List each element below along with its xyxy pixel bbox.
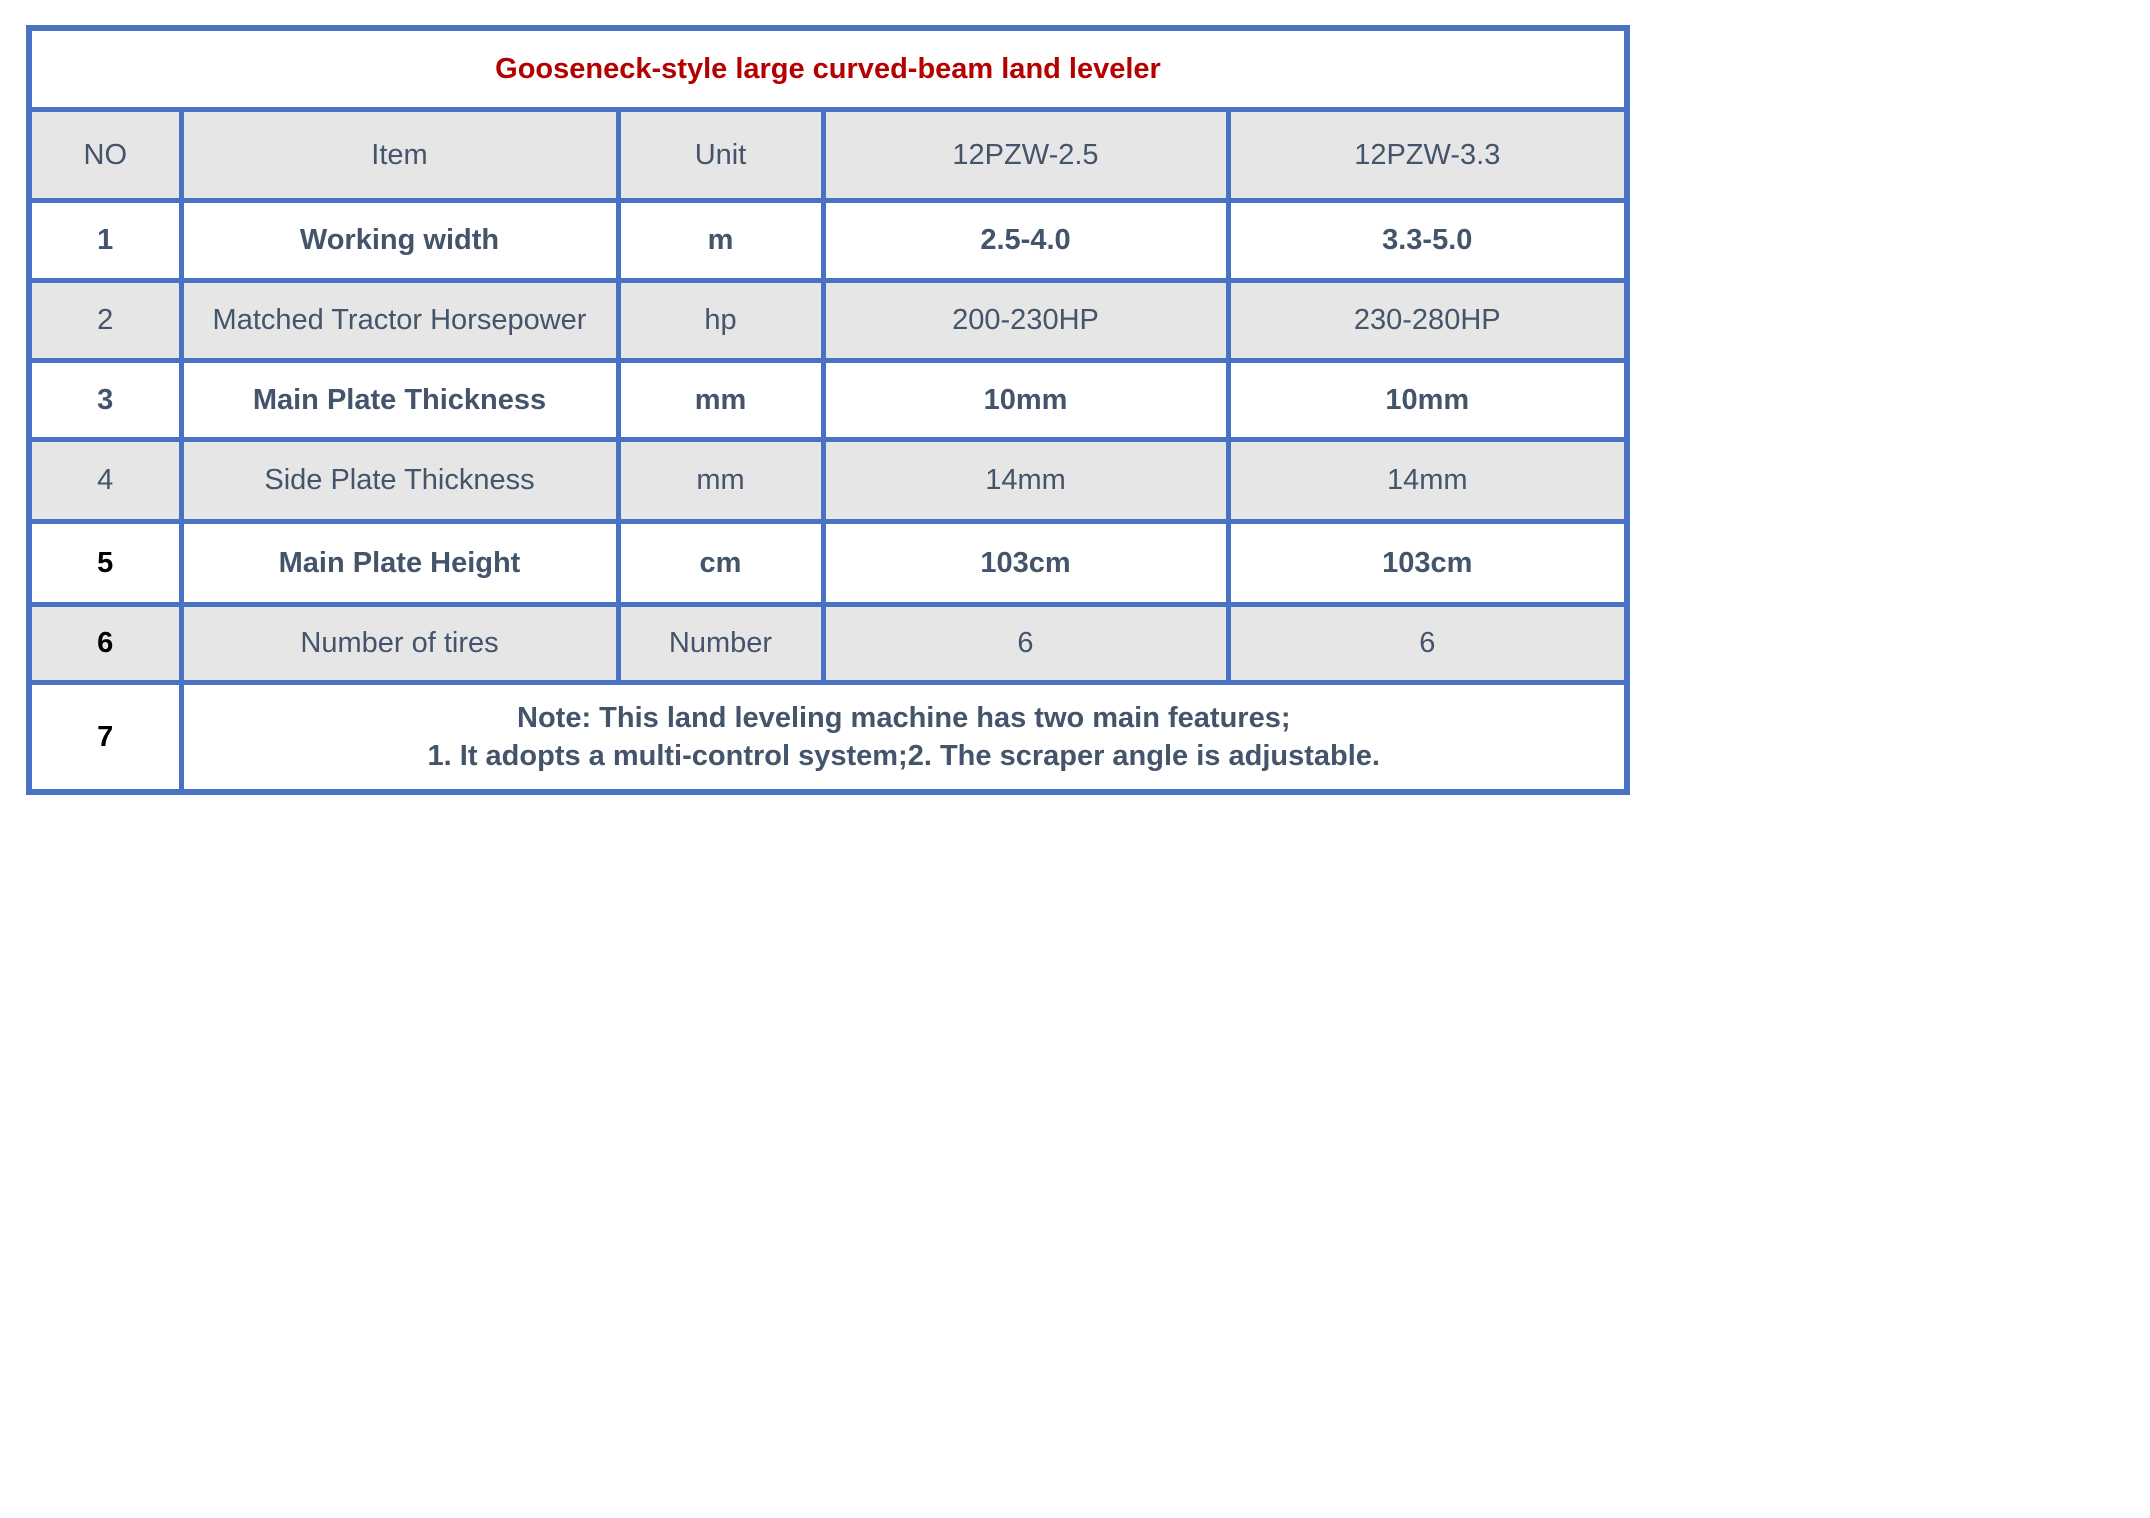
row-item: Main Plate Height (181, 522, 618, 605)
row-model2-value: 10mm (1228, 361, 1627, 440)
table-row (29, 361, 1627, 440)
row-item: Main Plate Thickness (181, 361, 618, 440)
header-row (29, 110, 1627, 201)
header-model-12pzw-3-3: 12PZW-3.3 (1228, 110, 1627, 201)
title-row (29, 28, 1627, 110)
row-unit: cm (618, 522, 823, 605)
row-unit: Number (618, 605, 823, 683)
row-model1-value: 14mm (823, 440, 1228, 522)
table-row (29, 440, 1627, 522)
row-model1-value: 200-230HP (823, 281, 1228, 361)
row-model2-value: 230-280HP (1228, 281, 1627, 361)
row-model2-value: 6 (1228, 605, 1627, 683)
row-no: 4 (29, 440, 181, 522)
row-no: 6 (29, 605, 181, 683)
header-unit: Unit (618, 110, 823, 201)
header-item: Item (181, 110, 618, 201)
note-row (29, 683, 1627, 793)
note-cell (181, 683, 1627, 793)
table-row (29, 201, 1627, 281)
row-unit: mm (618, 440, 823, 522)
row-model2-value: 103cm (1228, 522, 1627, 605)
row-no: 3 (29, 361, 181, 440)
note-no: 7 (29, 683, 181, 793)
header-no: NO (29, 110, 181, 201)
note-line-1: Note: This land leveling machine has two main features; (517, 702, 1291, 734)
row-model1-value: 103cm (823, 522, 1228, 605)
row-model1-value: 6 (823, 605, 1228, 683)
row-no: 1 (29, 201, 181, 281)
row-model2-value: 3.3-5.0 (1228, 201, 1627, 281)
row-model1-value: 2.5-4.0 (823, 201, 1228, 281)
row-model2-value: 14mm (1228, 440, 1627, 522)
row-unit: mm (618, 361, 823, 440)
row-item: Side Plate Thickness (181, 440, 618, 522)
row-model1-value: 10mm (823, 361, 1228, 440)
row-no: 5 (29, 522, 181, 605)
row-item: Number of tires (181, 605, 618, 683)
table-row (29, 605, 1627, 683)
row-unit: m (618, 201, 823, 281)
table-row (29, 522, 1627, 605)
table-title: Gooseneck-style large curved-beam land leveler (29, 28, 1627, 110)
header-model-12pzw-2-5: 12PZW-2.5 (823, 110, 1228, 201)
note-line-2: 1. It adopts a multi-control system;2. The scraper angle is adjustable. (427, 740, 1380, 772)
table-row (29, 281, 1627, 361)
spec-table (26, 25, 1630, 795)
row-item: Matched Tractor Horsepower (181, 281, 618, 361)
row-item: Working width (181, 201, 618, 281)
row-unit: hp (618, 281, 823, 361)
row-no: 2 (29, 281, 181, 361)
